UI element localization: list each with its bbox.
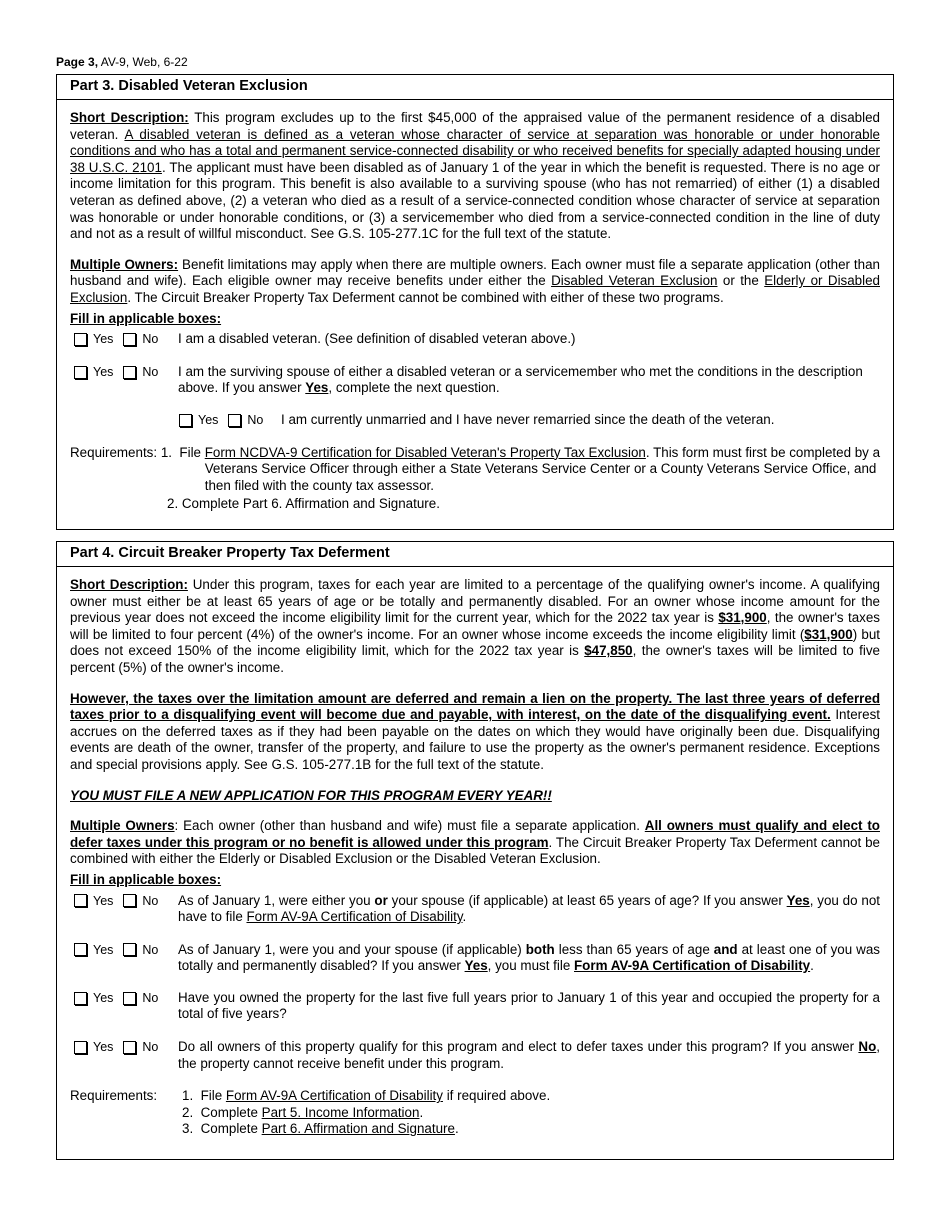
part3-question-unmarried: Yes No I am currently unmarried and I have never remarried since the death of the veteran. [70, 412, 880, 429]
form-av9a-link[interactable]: Form AV-9A Certification of Disability [225, 1088, 443, 1104]
yes-checkbox[interactable] [74, 894, 87, 907]
part4-question-all-owners: Yes No Do all owners of this property qualify for this program and elect to defer taxes under this program? If you answer No, the property cannot receive benefit under this program. [70, 1039, 880, 1072]
yes-checkbox[interactable] [74, 366, 87, 379]
part4-section [56, 541, 894, 1160]
part4-title: Part 4. Circuit Breaker Property Tax Deferment [57, 542, 893, 567]
yes-checkbox[interactable] [74, 333, 87, 346]
form-ncdva9-link[interactable]: Form NCDVA-9 Certification for Disabled Veteran's Property Tax Exclusion [204, 444, 646, 460]
yes-checkbox[interactable] [74, 943, 87, 956]
form-av9a-link[interactable]: Form AV-9A Certification of Disability [246, 909, 463, 925]
no-checkbox[interactable] [123, 333, 136, 346]
part3-short-description: Short Description: This program excludes up to the first $45,000 of the appraised value of the permanent residence of a disabled veteran. A disabled veteran is defined as a veteran whose character of service at separation was honorable or under honorable conditions and who has a total and permanent service-connected disability or who received benefits for specially adapted housing under 38 U.S.C. 2101. The applicant must have been disabled as of January 1 of the year in which the benefit is requested. There is no age or income limitation for this program. This benefit is also available to a surviving spouse (who has not remarried) of either (1) a disabled veteran as defined above, (2) a veteran who died as a result of a service-connected condition whose character of service at separation was honorable or under honorable conditions, or (3) a servicemember who died from a service-connected condition in the line of duty and not as a result of willful misconduct. See G.S. 105-277.1C for the full text of the statute. [70, 110, 880, 242]
page-header: Page 3, AV-9, Web, 6-22 [56, 55, 188, 69]
yes-checkbox[interactable] [74, 992, 87, 1005]
part4-however-paragraph: However, the taxes over the limitation amount are deferred and remain a lien on the property. The last three years of deferred taxes prior to a disqualifying event will become due and payable, with interest, on the date of the disqualifying event. Interest accrues on the deferred taxes as if they had been payable on the dates on which they would have originally been due. Disqualifying events are death of the owner, transfer of the property, and failure to use the property as the owner's permanent residence. Exceptions and special provisions apply. See G.S. 105-277.1B for the full text of the statute. [70, 690, 880, 772]
part3-multiple-owners: Multiple Owners: Benefit limitations may apply when there are multiple owners. Each owner must file a separate application (other than husband and wife). Each eligible owner may receive benefits under either the Disabled Veteran Exclusion or the Elderly or Disabled Exclusion. The Circuit Breaker Property Tax Deferment cannot be combined with either of these two programs. [70, 256, 880, 305]
part3-requirements: Requirements: 1. File Form NCDVA-9 Certification for Disabled Veteran's Property Tax Exclusion. This form must first be completed by a Veterans Service Officer through either a State Veterans Service Center or a County Veterans Service Office, and then filed with the county tax assessor. [70, 444, 881, 493]
no-checkbox[interactable] [228, 414, 241, 427]
part4-fill-in-heading: Fill in applicable boxes: [70, 871, 222, 887]
part6-link[interactable]: Part 6. Affirmation and Signature [261, 1121, 455, 1137]
no-checkbox[interactable] [123, 992, 136, 1005]
part4-question-disabled: Yes No As of January 1, were you and your spouse (if applicable) both less than 65 years of age and at least one of you was totally and permanently disabled? If you answer Yes, you must file Form AV-9A Certification of Disability. [70, 942, 880, 975]
part3-question-disabled-veteran: Yes No I am a disabled veteran. (See definition of disabled veteran above.) [70, 331, 880, 348]
part5-link[interactable]: Part 5. Income Information [261, 1104, 420, 1120]
part3-fill-in-heading: Fill in applicable boxes: [70, 310, 222, 326]
part4-question-ownership: Yes No Have you owned the property for the last five full years prior to January 1 of this year and occupied the property for a total of five years? [70, 990, 880, 1023]
no-checkbox[interactable] [123, 366, 136, 379]
form-av9a-link[interactable]: Form AV-9A Certification of Disability [574, 958, 811, 974]
no-checkbox[interactable] [123, 1041, 136, 1054]
part4-requirements: Requirements: 1. File Form AV-9A Certification of Disability if required above. 2. Complete Part 5. Income Information. 3. Complete Part 6. Affirmation and Signature. [70, 1088, 551, 1137]
part4-every-year-notice: YOU MUST FILE A NEW APPLICATION FOR THIS PROGRAM EVERY YEAR!! [70, 787, 552, 803]
part3-question-surviving-spouse: Yes No I am the surviving spouse of either a disabled veteran or a servicemember who met the conditions in the description above. If you answer Yes, complete the next question. [70, 364, 880, 397]
yes-checkbox[interactable] [179, 414, 192, 427]
part3-section [56, 74, 894, 530]
part4-multiple-owners: Multiple Owners: Each owner (other than husband and wife) must file a separate application. All owners must qualify and elect to defer taxes under this program or no benefit is allowed under this program. The Circuit Breaker Property Tax Deferment cannot be combined with either the Elderly or Disabled Exclusion or the Disabled Veteran Exclusion. [70, 818, 880, 867]
no-checkbox[interactable] [123, 894, 136, 907]
no-checkbox[interactable] [123, 943, 136, 956]
part4-question-age: Yes No As of January 1, were either you or your spouse (if applicable) at least 65 years of age? If you answer Yes, you do not have to file Form AV-9A Certification of Disability. [70, 893, 880, 926]
yes-checkbox[interactable] [74, 1041, 87, 1054]
part4-short-description: Short Description: Under this program, taxes for each year are limited to a percentage of the qualifying owner's income. A qualifying owner must either be at least 65 years of age or be totally and permanently disabled. For an owner whose income amount for the previous year does not exceed the income eligibility limit for the current year, which for the 2022 tax year is $31,900, the owner's taxes will be limited to four percent (4%) of the owner's income. For an owner whose income exceeds the income eligibility limit ($31,900) but does not exceed 150% of the income eligibility limit, which for the 2022 tax year is $47,850, the owner's taxes will be limited to five percent (5%) of the owner's income. [70, 577, 881, 675]
part3-requirement-2: 2. Complete Part 6. Affirmation and Signature. [167, 496, 440, 512]
part3-title: Part 3. Disabled Veteran Exclusion [57, 75, 893, 100]
